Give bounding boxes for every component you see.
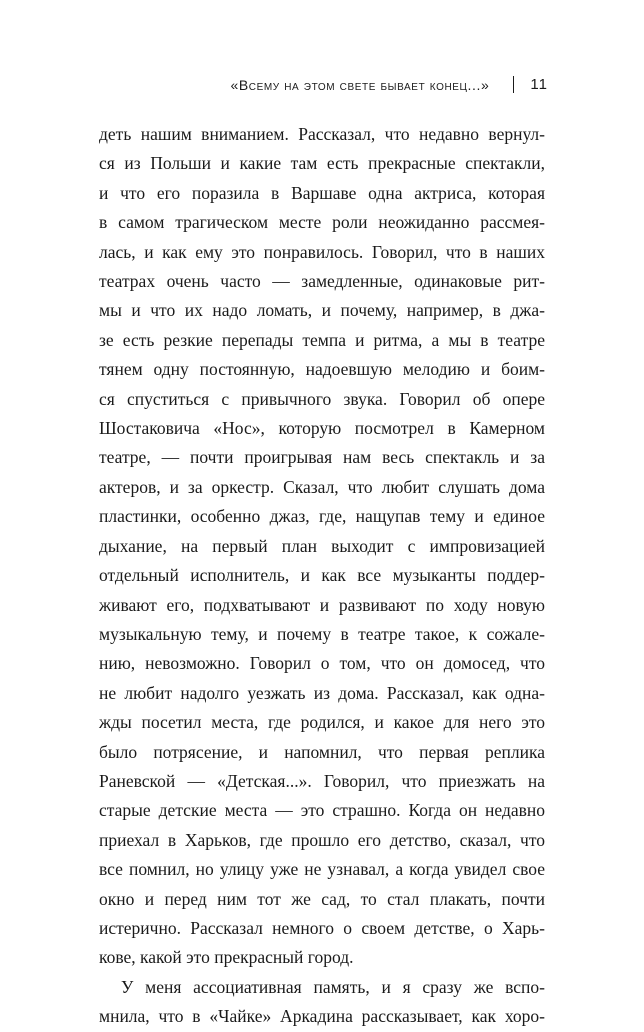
text-line: и что его поразила в Варшаве одна актриса, которая xyxy=(99,182,545,203)
text-line: в самом трагическом месте роли неожиданно рассмея- xyxy=(99,212,545,233)
text-line: не любит надолго уезжать из дома. Рассказал, как одна- xyxy=(99,682,545,703)
text-line: театре, — почти проигрывая нам весь спектакль и за xyxy=(99,447,545,468)
text-line: жды посетил места, где родился, и какое для него это xyxy=(99,712,545,733)
text-line: ся из Польши и какие там есть прекрасные спектакли, xyxy=(99,153,545,174)
body-text xyxy=(99,120,545,1032)
text-line: зе есть резкие перепады темпа и ритма, а мы в театре xyxy=(99,329,545,350)
text-line: кове, какой это прекрасный город. xyxy=(99,947,354,968)
text-line: было потрясение, и напомнил, что первая реплика xyxy=(99,741,545,762)
text-line: мнила, что в «Чайке» Аркадина рассказывает, как хоро- xyxy=(99,1006,545,1027)
text-line: отдельный исполнитель, и как все музыканты поддер- xyxy=(99,565,545,586)
running-header xyxy=(230,76,548,93)
text-line: окно и перед ним тот же сад, то стал плакать, почти xyxy=(99,888,545,909)
text-line: деть нашим вниманием. Рассказал, что недавно вернул- xyxy=(99,124,545,144)
text-line: Шостаковича «Нос», которую посмотрел в Камерном xyxy=(99,418,545,439)
header-separator xyxy=(513,76,514,93)
text-line: дыхание, на первый план выходит с импровизацией xyxy=(99,535,545,556)
text-line: лась, и как ему это понравилось. Говорил, что в наших xyxy=(99,241,545,262)
text-line: тянем одну постоянную, надоевшую мелодию и боим- xyxy=(99,359,545,380)
text-line: приехал в Харьков, где прошло его детство, сказал, что xyxy=(99,829,545,850)
text-line: пластинки, особенно джаз, где, нащупав тему и единое xyxy=(99,506,545,527)
text-line: все помнил, но улицу уже не узнавал, а когда увидел свое xyxy=(99,859,545,880)
page-number: 11 xyxy=(530,76,548,93)
text-line: ся спуститься с привычного звука. Говорил об опере xyxy=(99,388,545,409)
text-line: истерично. Рассказал немного о своем детстве, о Харь- xyxy=(99,917,545,938)
text-line: музыкальную тему, и почему в театре такое, к сожале- xyxy=(99,623,545,644)
text-line: актеров, и за оркестр. Сказал, что любит слушать дома xyxy=(99,476,545,497)
text-line: мы и что их надо ломать, и почему, например, в джа- xyxy=(99,300,545,321)
text-line: старые детские места — это страшно. Когда он недавно xyxy=(99,800,545,821)
text-line: Раневской — «Детская...». Говорил, что приезжать на xyxy=(99,770,545,791)
text-line: нию, невозможно. Говорил о том, что он домосед, что xyxy=(99,653,545,674)
text-line: живают его, подхватывают и развивают по ходу новую xyxy=(99,594,545,615)
running-title: «Всему на этом свете бывает конец...» xyxy=(230,76,490,93)
text-line: У меня ассоциативная память, и я сразу же вспо- xyxy=(121,976,545,997)
text-line: театрах очень часто — замедленные, одинаковые рит- xyxy=(99,271,545,292)
